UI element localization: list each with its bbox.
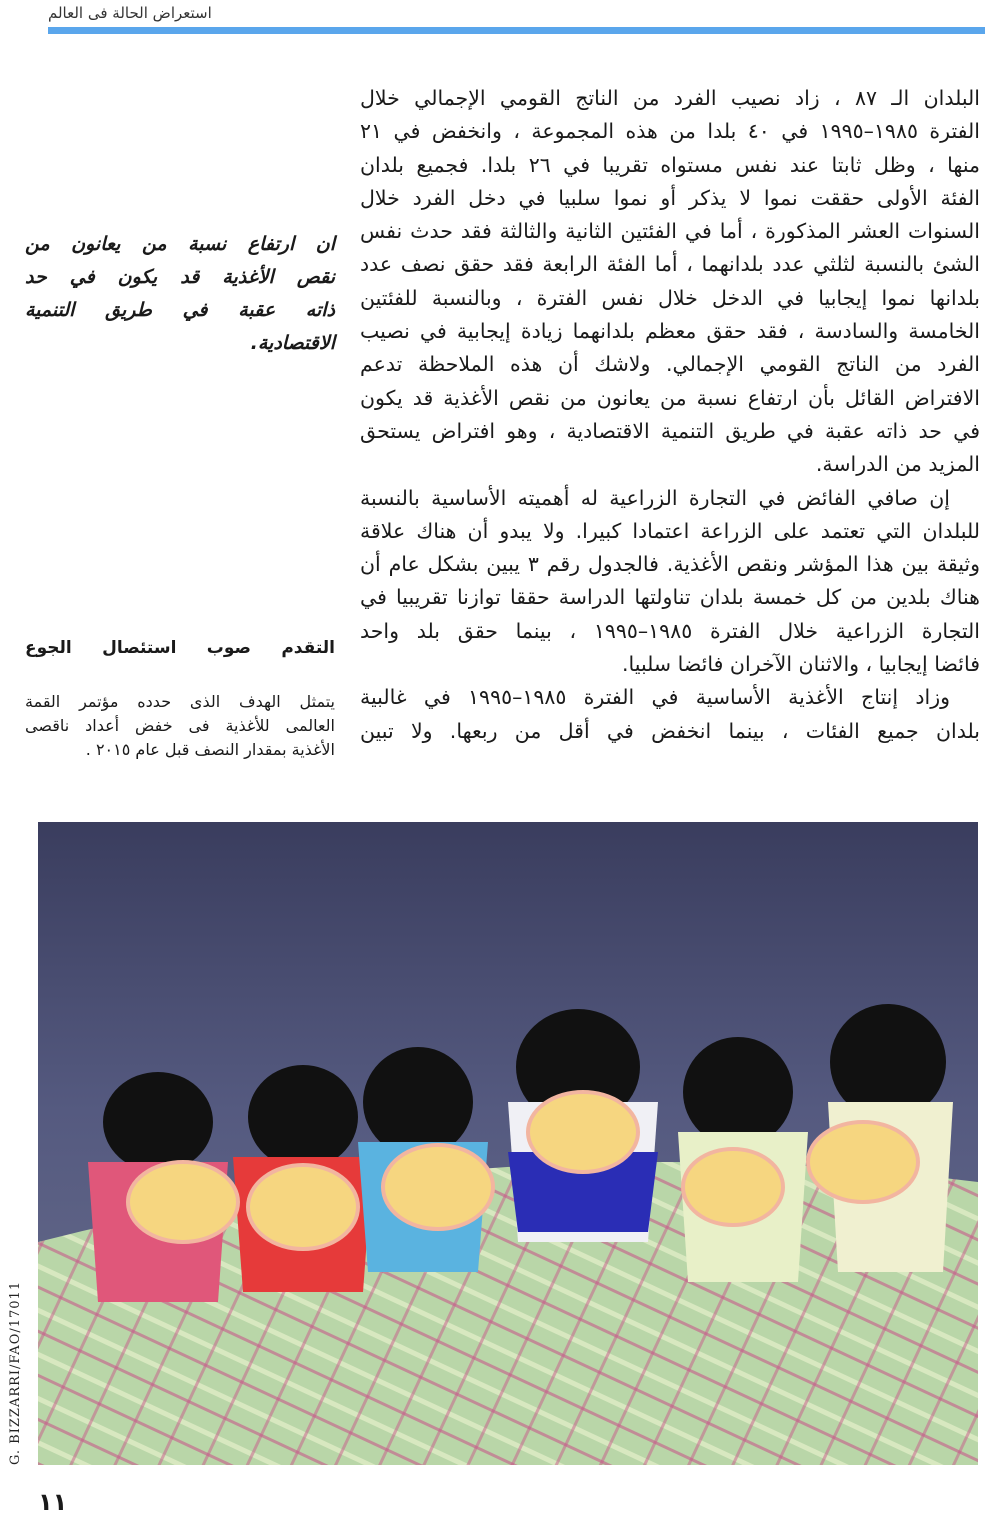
body-line: هناك بلدين من كل خمسة بلدان تناولتها الدراسة حققا توازنا تقريبيا في: [360, 585, 980, 610]
body-line: الفرد من الناتج القومي الإجمالي. ولاشك أن هذه الملاحظة تدعم: [360, 352, 980, 377]
pull-quote: [25, 228, 335, 360]
body-line: الفئة الأولى حققت نموا لا يذكر أو نموا سلبيا في دخل الفرد خلال: [360, 185, 980, 210]
body-line: التجارة الزراعية خلال الفترة ١٩٨٥–١٩٩٥ ، بينما حقق بلد واحد: [360, 618, 980, 643]
body-line: الخامسة والسادسة ، فقد حقق معظم بلدانهما زيادة إيجابية في نصيب: [360, 319, 980, 344]
body-line: بلدانها نموا إيجابيا في الدخل خلال نفس الفترة ، وبالنسبة للفئتين: [360, 285, 980, 310]
sidebar-text: [25, 690, 335, 762]
page-number: ١١: [38, 1488, 68, 1516]
body-line: البلدان الـ ٨٧ ، زاد نصيب الفرد من الناتج القومي الإجمالي خلال: [360, 86, 980, 110]
sidebar-line: الأغذية بمقدار النصف قبل عام ٢٠١٥ .: [85, 740, 335, 759]
sidebar-title: التقدم صوب استئصال الجوع: [25, 638, 335, 658]
body-line: وثيقة بين هذا المؤشر ونقص الأغذية. فالجدول رقم ٣ يبين بشكل عام أن: [360, 552, 980, 577]
body-line: إن صافي الفائض في التجارة الزراعية له أهميته الأساسية بالنسبة: [360, 485, 950, 510]
body-line: الفترة ١٩٨٥–١٩٩٥ في ٤٠ بلدا من هذه المجموعة ، وانخفض في ٢١: [360, 119, 980, 144]
pull-quote-line: ان ارتفاع نسبة من يعانون من: [25, 233, 335, 255]
body-line: بلدان جميع الفئات ، بينما انخفض في أقل من ربعها. ولا تبين: [360, 718, 980, 743]
body-line: وزاد إنتاج الأغذية الأساسية في الفترة ١٩٨٥–١٩٩٥ في غالبية: [360, 685, 950, 710]
running-head: استعراض الحالة فى العالم: [48, 4, 212, 22]
header-accent-bar: [48, 27, 985, 34]
body-text: [360, 82, 980, 748]
sidebar-line: العالمى للأغذية فى خفض أعداد ناقصى: [25, 716, 335, 735]
sidebar-line: يتمثل الهدف الذى حدده مؤتمر القمة: [25, 692, 335, 711]
body-line: منها ، وظل ثابتا عند نفس مستواه تقريبا في ٢٦ بلدا. فجميع بلدان: [360, 152, 980, 177]
body-line: فائضا إيجابيا ، والاثنان الآخران فائضا سلبيا.: [622, 652, 980, 677]
body-line: الشئ بالنسبة لثلثي عدد بلدانهما ، أما الفئة الرابعة فقد حقق نصف عدد: [360, 252, 980, 277]
pull-quote-line: نقص الأغذية قد يكون في حد: [25, 266, 335, 288]
pull-quote-line: الاقتصادية.: [250, 332, 335, 354]
photo-children-eating: [38, 822, 978, 1465]
body-line: السنوات العشر المذكورة ، أما في الفئتين الثانية والثالثة فقد حدث نفس: [360, 219, 980, 244]
body-line: المزيد من الدراسة.: [815, 452, 980, 477]
photo-credit: G. BIZZARRI/FAO/17011: [8, 1280, 23, 1465]
body-line: الافتراض القائل بأن ارتفاع نسبة من يعانون من نقص الأغذية قد يكون: [360, 385, 980, 410]
pull-quote-line: ذاته عقبة في طريق التنمية: [25, 299, 335, 321]
body-line: في حد ذاته عقبة في طريق التنمية الاقتصادية ، وهو افتراض يستحق: [360, 418, 980, 443]
body-line: للبلدان التي تعتمد على الزراعة اعتمادا كبيرا. ولا يبدو أن هناك علاقة: [360, 518, 980, 543]
